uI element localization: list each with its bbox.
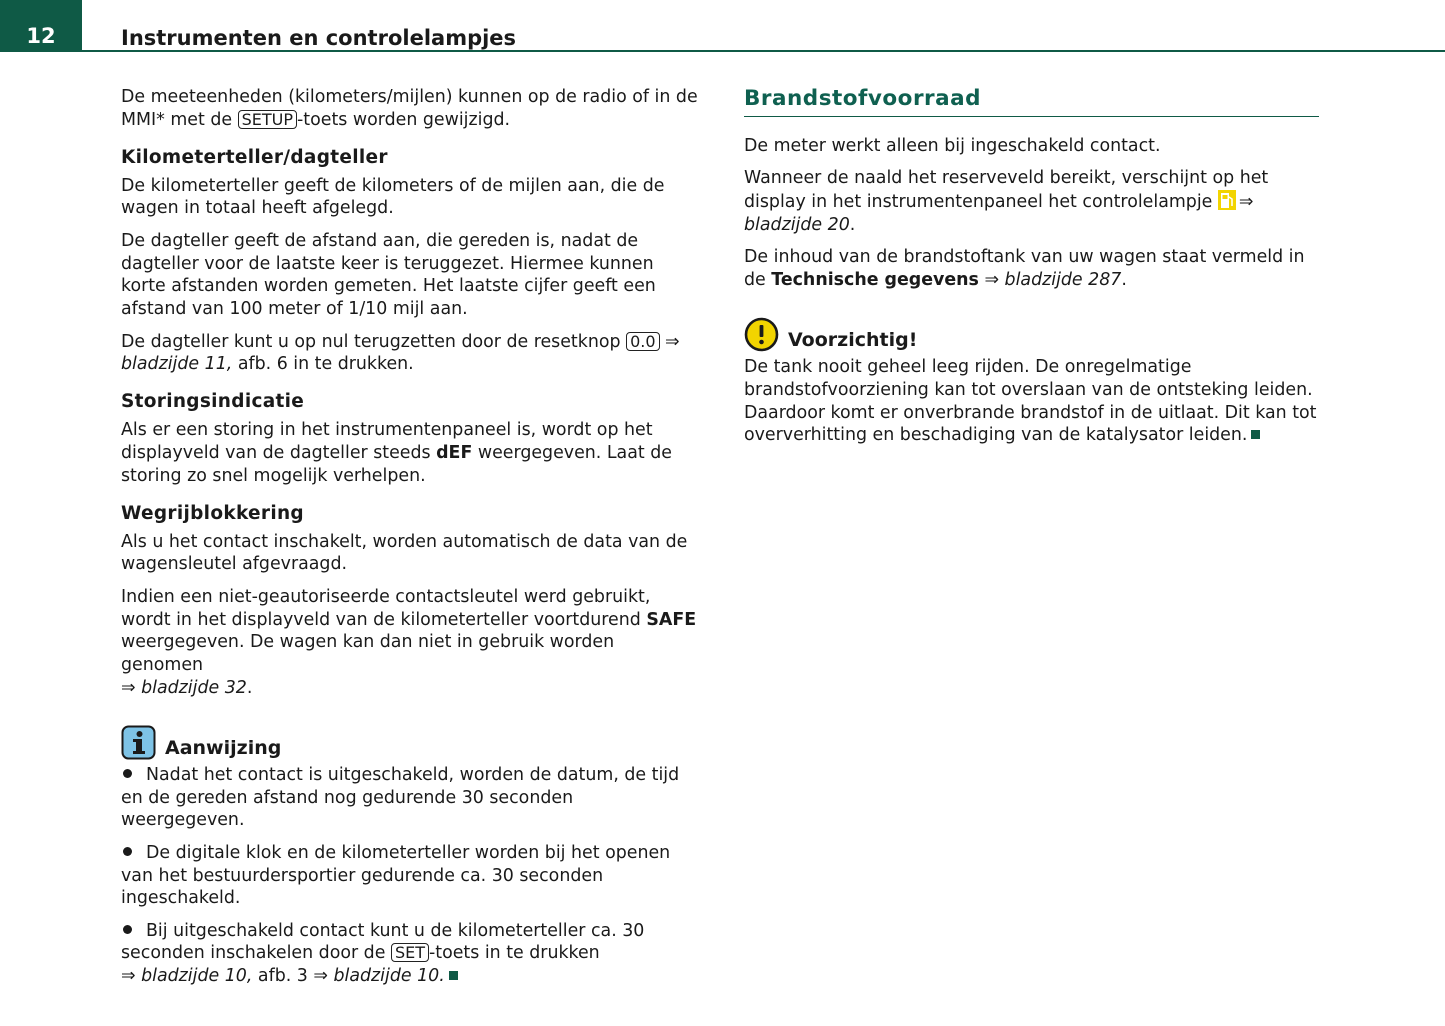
- page-reference: ⇒ bladzijde 287: [984, 270, 1122, 291]
- fuel-paragraph-2: Wanneer de naald het reserveveld bereikt, verschijnt op het display in het instrumentenpaneel het controlelampje ⇒ bladzijde 20.: [744, 168, 1269, 235]
- intro-paragraph: De meeteenheden (kilometers/mijlen) kunnen op de radio of in de MMI* met de SETUP -toets worden gewijzigd.: [121, 87, 698, 130]
- chapter-title: Instrumenten en controlelampjes: [121, 26, 517, 50]
- fault-heading: Storingsindicatie: [121, 391, 305, 413]
- bullet-icon: [123, 847, 132, 856]
- section-title: Brandstofvoorraad: [744, 86, 1319, 117]
- caution-header: [744, 317, 1319, 352]
- end-marker: [1251, 430, 1260, 439]
- caution-title: Voorzichtig!: [788, 328, 918, 351]
- reset-key: 0.0: [626, 332, 659, 351]
- set-key: SET: [391, 943, 429, 962]
- odometer-paragraph-2: De dagteller geeft de afstand aan, die gereden is, nadat de dagteller voor de laatste keer is teruggezet. Hiermee kunnen korte afstanden worden gemeten. Het laatste cijfer geeft een afstand van 100 meter of 1/10 mijl aan.: [121, 230, 656, 320]
- odometer-heading: Kilometerteller/dagteller: [121, 146, 388, 168]
- page-number: 12: [0, 0, 82, 52]
- header-rule: [82, 50, 1445, 52]
- note-title: Aanwijzing: [165, 736, 282, 759]
- caution-icon: [744, 317, 779, 352]
- note-header: [121, 725, 699, 760]
- page-reference: ⇒ bladzijde 11,: [121, 331, 680, 375]
- left-column: [121, 86, 699, 998]
- setup-key: SETUP: [238, 110, 297, 129]
- bullet-icon: [123, 925, 132, 934]
- page-reference: ⇒ bladzijde 32: [121, 677, 247, 698]
- list-item: Bij uitgeschakeld contact kunt u de kilometerteller ca. 30 seconden inschakelen door de SET -toets in te drukken ⇒ bladzijde 10, afb. 3 ⇒ bladzijde 10.: [121, 920, 645, 987]
- odometer-paragraph-3: De dagteller kunt u op nul terugzetten door de resetknop 0.0 ⇒ bladzijde 11, afb. 6 in te drukken.: [121, 331, 680, 375]
- page-reference: ⇒ bladzijde 10,: [121, 966, 253, 987]
- immobilizer-paragraph-2: Indien een niet-geautoriseerde contactsleutel werd gebruikt, wordt in het displayveld van de kilometerteller voortdurend SAFE weergegeven. De wagen kan dan niet in gebruik worden genomen ⇒ bladzijde 32.: [121, 586, 697, 698]
- fault-paragraph: Als er een storing in het instrumentenpaneel is, wordt op het displayveld van de dagteller steeds dEF weergegeven. Laat de storing zo snel mogelijk verhelpen.: [121, 420, 672, 486]
- fuel-paragraph-1: De meter werkt alleen bij ingeschakeld contact.: [744, 136, 1161, 156]
- page-reference: ⇒ bladzijde 20: [744, 192, 1254, 235]
- fuel-paragraph-3: De inhoud van de brandstoftank van uw wagen staat vermeld in de Technische gegevens ⇒ bladzijde 287.: [744, 247, 1305, 291]
- list-item: Nadat het contact is uitgeschakeld, worden de datum, de tijd en de gereden afstand nog gedurende 30 seconden weergegeven.: [121, 764, 680, 831]
- immobilizer-heading: Wegrijblokkering: [121, 502, 304, 524]
- caution-paragraph: De tank nooit geheel leeg rijden. De onregelmatige brandstofvoorziening kan tot overslaan van de ontsteking leiden. Daardoor komt er onverbrande brandstof in de uitlaat. Dit kan tot oververhitting en beschadiging van de katalysator leiden.: [744, 356, 1317, 446]
- page-reference: ⇒ bladzijde 10.: [313, 966, 445, 987]
- immobilizer-paragraph-1: Als u het contact inschakelt, worden automatisch de data van de wagensleutel afgevraagd.: [121, 531, 688, 575]
- end-marker: [449, 971, 458, 980]
- info-icon: [121, 725, 156, 760]
- right-column: [744, 86, 1319, 457]
- list-item: De digitale klok en de kilometerteller worden bij het openen van het bestuurdersportier gedurende ca. 30 seconden ingeschakeld.: [121, 842, 671, 909]
- fuel-warning-icon: [1218, 190, 1236, 210]
- odometer-paragraph-1: De kilometerteller geeft de kilometers of de mijlen aan, die de wagen in totaal heeft afgelegd.: [121, 175, 665, 219]
- bullet-icon: [123, 769, 132, 778]
